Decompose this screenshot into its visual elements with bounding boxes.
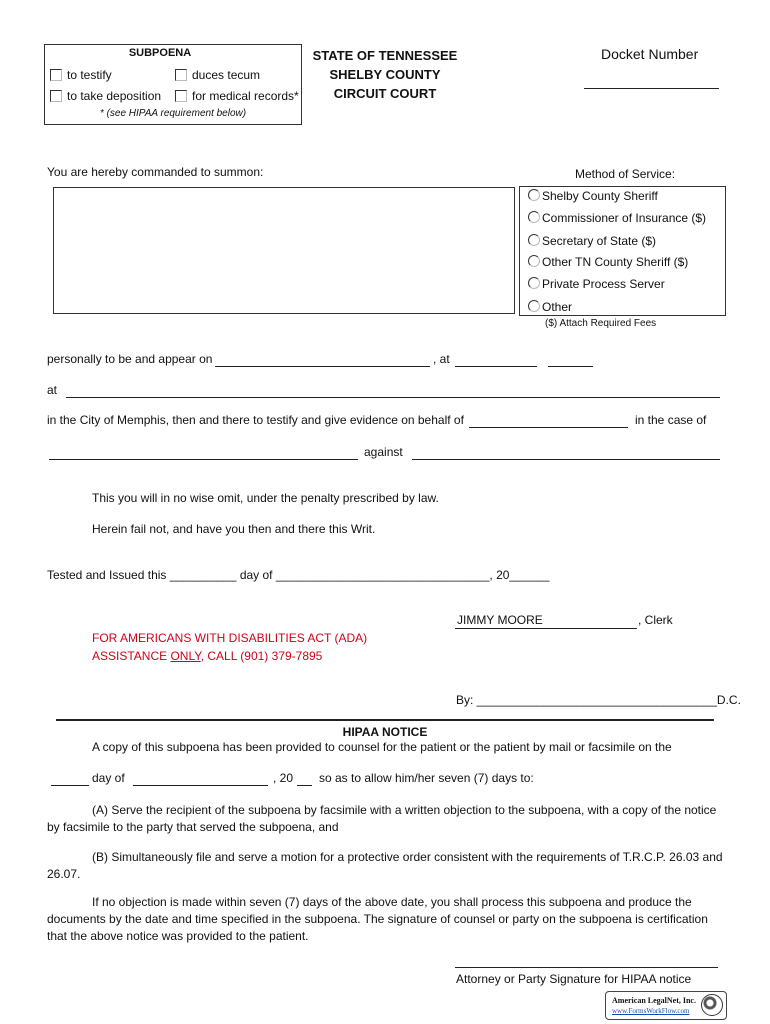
footer-seal-icon — [701, 994, 723, 1016]
court-county: SHELBY COUNTY — [329, 67, 441, 82]
hipaa-paragraph-b: (B) Simultaneously file and serve a motion for a protective order consistent with the requirements of T.R.C.P. 26.03 and 26.07. — [47, 850, 723, 881]
hipaa-paragraph-1: A copy of this subpoena has been provided to counsel for the patient or the patient by mail or facsimile on the — [92, 740, 672, 754]
in-case-of-label: in the case of — [635, 413, 707, 427]
appear-at-comma-label: , at — [433, 352, 450, 366]
medical-records-checkbox[interactable] — [175, 90, 187, 102]
clerk-name: JIMMY MOORE — [457, 613, 543, 627]
appear-date-field[interactable] — [215, 366, 430, 367]
court-heading — [300, 46, 470, 103]
hipaa-month-field[interactable] — [133, 785, 268, 786]
hipaa-requirement-note: * (see HIPAA requirement below) — [99, 108, 247, 119]
attorney-signature-field[interactable] — [455, 967, 718, 968]
service-option-secretary-of-state[interactable]: Secretary of State ($) — [528, 234, 656, 248]
docket-number-label: Docket Number — [601, 46, 699, 62]
method-of-service-label: Method of Service: — [575, 167, 676, 181]
writ-statement: Herein fail not, and have you then and there this Writ. — [92, 522, 376, 536]
to-take-deposition-checkbox[interactable] — [50, 90, 62, 102]
clerk-title: , Clerk — [638, 613, 673, 627]
summon-name-box[interactable] — [53, 187, 515, 314]
radio-icon — [528, 255, 540, 267]
summon-label: You are hereby commanded to summon: — [47, 165, 264, 179]
appear-time-field[interactable] — [455, 366, 537, 367]
footer-company: American LegalNet, Inc. — [612, 996, 696, 1005]
court-state: STATE OF TENNESSEE — [312, 48, 458, 63]
subpoena-title: SUBPOENA — [128, 47, 192, 59]
service-option-private-process-server[interactable]: Private Process Server — [528, 277, 665, 291]
hipaa-year-field[interactable] — [297, 785, 312, 786]
hipaa-title: HIPAA NOTICE — [342, 725, 428, 739]
radio-icon — [528, 300, 540, 312]
penalty-statement: This you will in no wise omit, under the penalty prescribed by law. — [92, 491, 439, 505]
city-behalf-label: in the City of Memphis, then and there to testify and give evidence on behalf of — [47, 413, 464, 427]
deputy-clerk-line: By: ____________________________________D.C. — [456, 693, 741, 707]
against-label: against — [364, 445, 403, 459]
subpoena-box — [44, 44, 302, 125]
appear-at-label: at — [47, 383, 58, 397]
to-testify-checkbox[interactable] — [50, 69, 62, 81]
hipaa-year-label: , 20 — [273, 771, 294, 785]
behalf-of-field[interactable] — [469, 427, 628, 428]
attorney-signature-label: Attorney or Party Signature for HIPAA notice — [456, 972, 692, 986]
plaintiff-field[interactable] — [49, 459, 358, 460]
to-take-deposition-label: to take deposition — [67, 89, 162, 103]
hipaa-paragraph-c: If no objection is made within seven (7) days of the above date, you shall process this subpoena and produce the documents by the date and time specified in the subpoena. The signature of counsel or party on the subpoena is certification that the above notice was provided to the patient. — [47, 895, 708, 943]
to-testify-label: to testify — [67, 68, 112, 82]
footer-logo-box — [605, 991, 727, 1020]
radio-icon — [528, 189, 540, 201]
required-fees-note: ($) Attach Required Fees — [545, 318, 657, 329]
tested-issued-line: Tested and Issued this __________ day of ________________________________, 20______ — [47, 568, 550, 582]
ada-notice — [92, 629, 367, 665]
footer-url[interactable]: www.FormsWorkFlow.com — [612, 1007, 690, 1015]
docket-number-field[interactable] — [584, 88, 719, 89]
hipaa-paragraph-a: (A) Serve the recipient of the subpoena by facsimile with a written objection to the subpoena, with a copy of the notice by facsimile to the party that served the subpoena, and — [47, 803, 717, 834]
service-option-shelby-sheriff[interactable]: Shelby County Sheriff — [528, 189, 658, 203]
ada-line-2: ASSISTANCE ONLY, CALL (901) 379-7895 — [92, 649, 323, 663]
medical-records-label: for medical records* — [192, 89, 299, 103]
radio-icon — [528, 277, 540, 289]
appear-on-label: personally to be and appear on — [47, 352, 213, 366]
clerk-signature-line — [455, 628, 637, 629]
hipaa-day-field[interactable] — [51, 785, 89, 786]
radio-icon — [528, 234, 540, 246]
court-name: CIRCUIT COURT — [333, 86, 437, 101]
appear-ampm-field[interactable] — [548, 366, 593, 367]
ada-line-1: FOR AMERICANS WITH DISABILITIES ACT (ADA) — [92, 631, 368, 645]
duces-tecum-label: duces tecum — [192, 68, 261, 82]
ada-only: ONLY — [170, 649, 201, 663]
radio-icon — [528, 211, 540, 223]
service-option-other-tn-sheriff[interactable]: Other TN County Sheriff ($) — [528, 255, 688, 269]
hipaa-day-of-label: day of — [92, 771, 125, 785]
defendant-field[interactable] — [412, 459, 720, 460]
method-of-service-box — [519, 186, 726, 316]
duces-tecum-checkbox[interactable] — [175, 69, 187, 81]
hipaa-divider — [56, 719, 714, 721]
service-option-commissioner-insurance[interactable]: Commissioner of Insurance ($) — [528, 211, 706, 225]
hipaa-allow-label: so as to allow him/her seven (7) days to: — [319, 771, 534, 785]
service-option-other[interactable]: Other — [528, 300, 572, 314]
appear-location-field[interactable] — [66, 397, 720, 398]
